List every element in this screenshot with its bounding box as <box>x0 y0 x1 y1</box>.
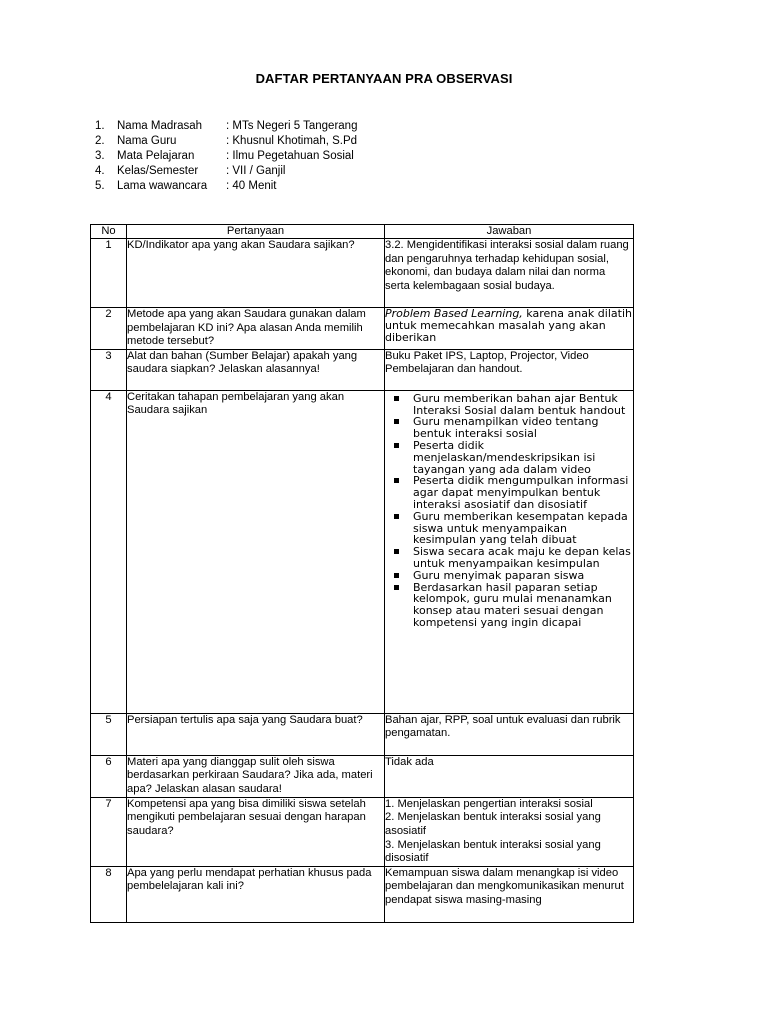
list-item: Peserta didik mengumpulkan informasi agar dapat menyimpulkan bentuk interaksi asosiatif dan disosiatif <box>385 475 633 510</box>
info-number: 3. <box>95 150 105 162</box>
info-label: Mata Pelajaran <box>117 150 195 162</box>
info-list <box>95 119 357 194</box>
square-bullet-icon <box>394 419 399 424</box>
list-item: 1. Menjelaskan pengertian interaksi sosial <box>385 797 593 810</box>
list-item: Berdasarkan hasil paparan setiap kelompok, guru mulai menanamkan konsep atau materi sesuai dengan kompetensi yang ingin dicapai <box>385 582 633 629</box>
table-row <box>91 390 634 713</box>
info-item <box>95 149 357 164</box>
table-row <box>91 866 634 922</box>
info-number: 4. <box>95 165 105 177</box>
table-row <box>91 308 634 350</box>
info-number: 2. <box>95 135 105 147</box>
list-item: Guru memberikan bahan ajar Bentuk Interaksi Sosial dalam bentuk handout <box>385 393 633 417</box>
info-value: : Ilmu Pegetahuan Sosial <box>226 150 354 162</box>
header-question: Pertanyaan <box>127 225 385 239</box>
header-no: No <box>91 225 127 239</box>
info-item <box>95 134 357 149</box>
header-answer: Jawaban <box>385 225 634 239</box>
row-number: 5 <box>91 713 127 755</box>
info-number: 1. <box>95 120 105 132</box>
info-number: 5. <box>95 180 105 192</box>
list-item: 2. Menjelaskan bentuk interaksi sosial yang asosiatif <box>385 811 601 837</box>
row-number: 1 <box>91 239 127 308</box>
info-item <box>95 179 357 194</box>
info-value: : MTs Negeri 5 Tangerang <box>226 120 358 132</box>
answer-cell: Buku Paket IPS, Laptop, Projector, Video Pembelajaran dan handout. <box>385 349 634 390</box>
table-row <box>91 755 634 797</box>
row-number: 6 <box>91 755 127 797</box>
row-number: 8 <box>91 866 127 922</box>
question-cell: KD/Indikator apa yang akan Saudara sajikan? <box>127 239 385 308</box>
question-cell: Apa yang perlu mendapat perhatian khusus pada pembelelajaran kali ini? <box>127 866 385 922</box>
question-cell: Kompetensi apa yang bisa dimiliki siswa setelah mengikuti pembelajaran sesuai dengan harapan saudara? <box>127 797 385 866</box>
list-item: Guru memberikan kesempatan kepada siswa untuk menyampaikan kesimpulan yang telah dibuat <box>385 511 633 546</box>
row-number: 3 <box>91 349 127 390</box>
row-number: 2 <box>91 308 127 350</box>
square-bullet-icon <box>394 514 399 519</box>
square-bullet-icon <box>394 549 399 554</box>
question-cell: Persiapan tertulis apa saja yang Saudara buat? <box>127 713 385 755</box>
square-bullet-icon <box>394 573 399 578</box>
square-bullet-icon <box>394 396 399 401</box>
table-row <box>91 349 634 390</box>
list-item: Guru menyimak paparan siswa <box>385 570 633 582</box>
list-item: Siswa secara acak maju ke depan kelas untuk menyampaikan kesimpulan <box>385 546 633 570</box>
answer-cell: 3.2. Mengidentifikasi interaksi sosial dalam ruang dan pengaruhnya terhadap kehidupan sosial, ekonomi, dan budaya dalam nilai dan norma serta kelembagaan sosial budaya. <box>385 239 634 308</box>
row-number: 7 <box>91 797 127 866</box>
info-item <box>95 119 357 134</box>
question-cell: Materi apa yang dianggap sulit oleh siswa berdasarkan perkiraan Saudara? Jika ada, materi apa? Jelaskan alasan saudara! <box>127 755 385 797</box>
square-bullet-icon <box>394 478 399 483</box>
answer-cell <box>385 308 634 350</box>
row-number: 4 <box>91 390 127 713</box>
info-label: Lama wawancara <box>117 180 208 192</box>
info-value: : 40 Menit <box>226 180 277 192</box>
document-title: DAFTAR PERTANYAAN PRA OBSERVASI <box>255 71 513 86</box>
list-item: Guru menampilkan video tentang bentuk interaksi sosial <box>385 416 633 440</box>
answer-cell: Kemampuan siswa dalam menangkap isi video pembelajaran dan mengkomunikasikan menurut pendapat siswa masing-masing <box>385 866 634 922</box>
answer-method-reason: karena anak dilatih untuk memecahkan masalah yang akan diberikan <box>385 307 632 344</box>
answer-bullet-list <box>385 391 633 629</box>
question-cell: Alat dan bahan (Sumber Belajar) apakah yang saudara siapkan? Jelaskan alasannya! <box>127 349 385 390</box>
square-bullet-icon <box>394 443 399 448</box>
question-cell: Ceritakan tahapan pembelajaran yang akan Saudara sajikan <box>127 390 385 713</box>
answer-cell: Bahan ajar, RPP, soal untuk evaluasi dan rubrik pengamatan. <box>385 713 634 755</box>
info-label: Nama Guru <box>117 135 177 147</box>
answer-method-name: Problem Based Learning, <box>385 307 523 320</box>
info-value: : VII / Ganjil <box>226 165 286 177</box>
square-bullet-icon <box>394 585 399 590</box>
list-item: 3. Menjelaskan bentuk interaksi sosial yang disosiatif <box>385 838 601 865</box>
info-label: Nama Madrasah <box>117 120 203 132</box>
question-cell: Metode apa yang akan Saudara gunakan dalam pembelajaran KD ini? Apa alasan Anda memilih metode tersebut? <box>127 308 385 350</box>
info-item <box>95 164 357 179</box>
answer-cell: Tidak ada <box>385 755 634 797</box>
table-row <box>91 713 634 755</box>
table-row <box>91 797 634 866</box>
table-row <box>91 239 634 308</box>
info-label: Kelas/Semester <box>117 165 199 177</box>
answer-cell <box>385 390 634 713</box>
observation-table <box>90 224 634 923</box>
table-header-row <box>91 225 634 239</box>
answer-cell <box>385 797 634 866</box>
info-value: : Khusnul Khotimah, S.Pd <box>226 135 358 147</box>
list-item: Peserta didik menjelaskan/mendeskripsikan isi tayangan yang ada dalam video <box>385 440 633 475</box>
